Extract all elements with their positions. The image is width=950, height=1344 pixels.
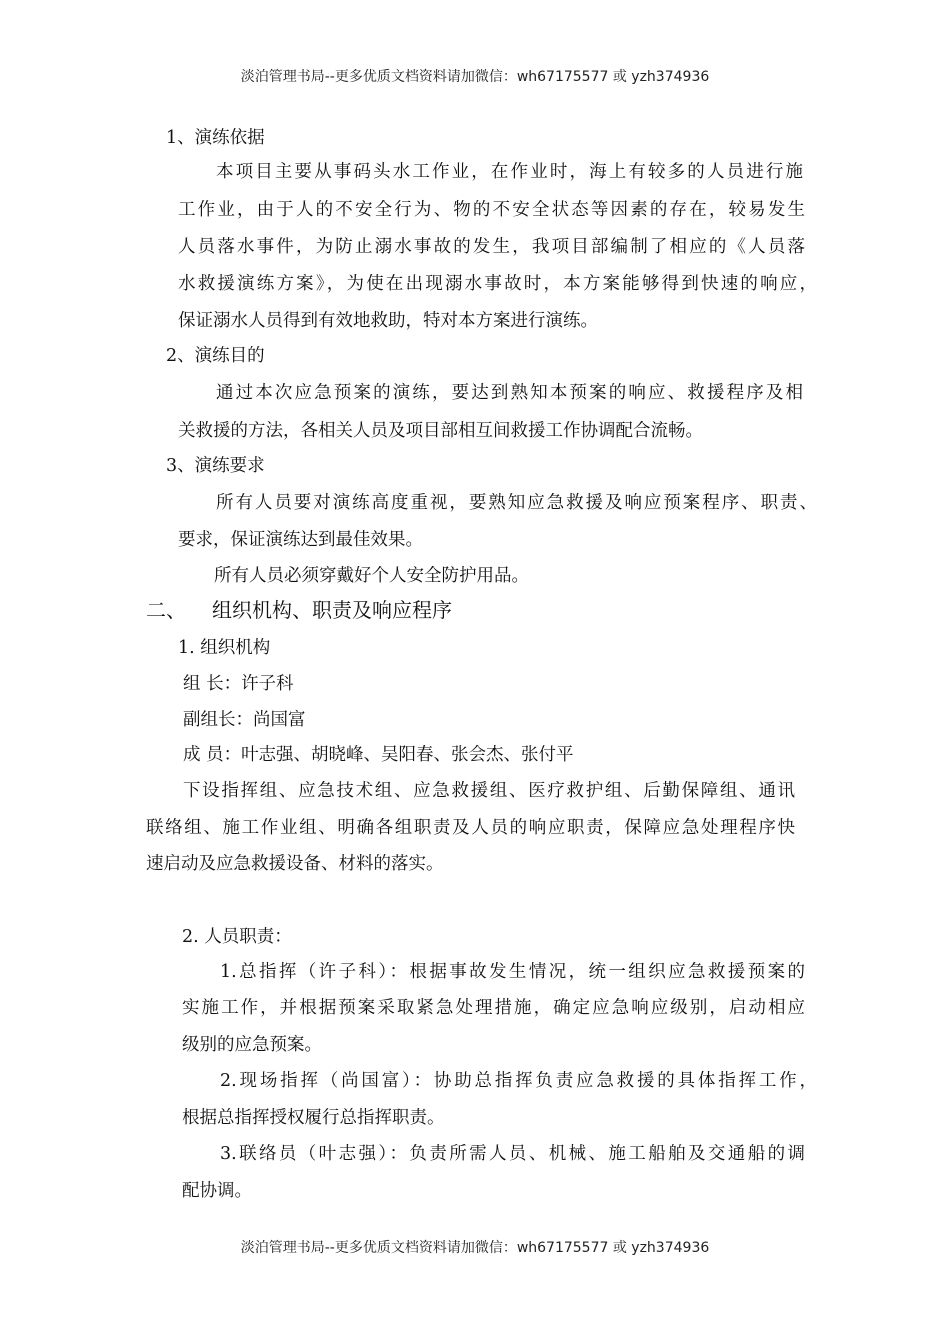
- page-footer: 淡泊管理书局--更多优质文档资料请加微信：wh67175577 或 yzh374936: [240, 1240, 710, 1256]
- paragraph-line: 人员落水事件，为防止溺水事故的发生，我项目部编制了相应的《人员落: [178, 237, 805, 257]
- paragraph-line: 要求，保证演练达到最佳效果。: [178, 530, 423, 550]
- paragraph-line: 根据总指挥授权履行总指挥职责。: [182, 1108, 445, 1128]
- chapter-title: 组织机构、职责及响应程序: [212, 598, 452, 622]
- org-leader: 组 长：许子科: [183, 674, 294, 694]
- org-deputy: 副组长：尚国富: [183, 710, 306, 730]
- duties-title: 2. 人员职责：: [182, 927, 292, 947]
- paragraph-line: 关救援的方法，各相关人员及项目部相互间救援工作协调配合流畅。: [178, 421, 703, 441]
- paragraph-line: 速启动及应急救援设备、材料的落实。: [146, 854, 444, 874]
- paragraph-line: 水救援演练方案》，为使在出现溺水事故时，本方案能够得到快速的响应，: [178, 274, 817, 294]
- paragraph-line: 2.现场指挥（尚国富）：协助总指挥负责应急救援的具体指挥工作，: [220, 1071, 817, 1091]
- paragraph-line: 保证溺水人员得到有效地救助，特对本方案进行演练。: [178, 311, 598, 331]
- chapter-number: 二、: [146, 598, 186, 622]
- paragraph-line: 级别的应急预案。: [182, 1035, 322, 1055]
- paragraph-line: 下设指挥组、应急技术组、应急救援组、医疗救护组、后勤保障组、通讯: [183, 781, 795, 801]
- org-title: 1. 组织机构: [178, 638, 271, 658]
- paragraph-line: 工作业，由于人的不安全行为、物的不安全状态等因素的存在，较易发生: [178, 200, 805, 220]
- org-members: 成 员：叶志强、胡晓峰、吴阳春、张会杰、张付平: [183, 745, 574, 765]
- paragraph-line: 所有人员要对演练高度重视，要熟知应急救援及响应预案程序、职责、: [216, 493, 817, 513]
- paragraph-line: 通过本次应急预案的演练，要达到熟知本预案的响应、救援程序及相: [216, 383, 803, 403]
- paragraph-line: 实施工作，并根据预案采取紧急处理措施，确定应急响应级别，启动相应: [182, 998, 805, 1018]
- section-3-title: 3、演练要求: [166, 456, 265, 476]
- paragraph-line: 联络组、施工作业组、明确各组职责及人员的响应职责，保障应急处理程序快: [146, 818, 795, 838]
- section-2-title: 2、演练目的: [166, 346, 265, 366]
- paragraph-line: 3.联络员（叶志强）：负责所需人员、机械、施工船舶及交通船的调: [220, 1144, 805, 1164]
- paragraph-line: 1.总指挥（许子科）：根据事故发生情况，统一组织应急救援预案的: [220, 962, 805, 982]
- page-header: 淡泊管理书局--更多优质文档资料请加微信：wh67175577 或 yzh374936: [240, 69, 710, 85]
- paragraph-line: 本项目主要从事码头水工作业，在作业时，海上有较多的人员进行施: [216, 162, 803, 182]
- section-1-title: 1、演练依据: [166, 128, 265, 148]
- paragraph-line: 配协调。: [182, 1181, 252, 1201]
- paragraph-line: 所有人员必须穿戴好个人安全防护用品。: [214, 566, 529, 586]
